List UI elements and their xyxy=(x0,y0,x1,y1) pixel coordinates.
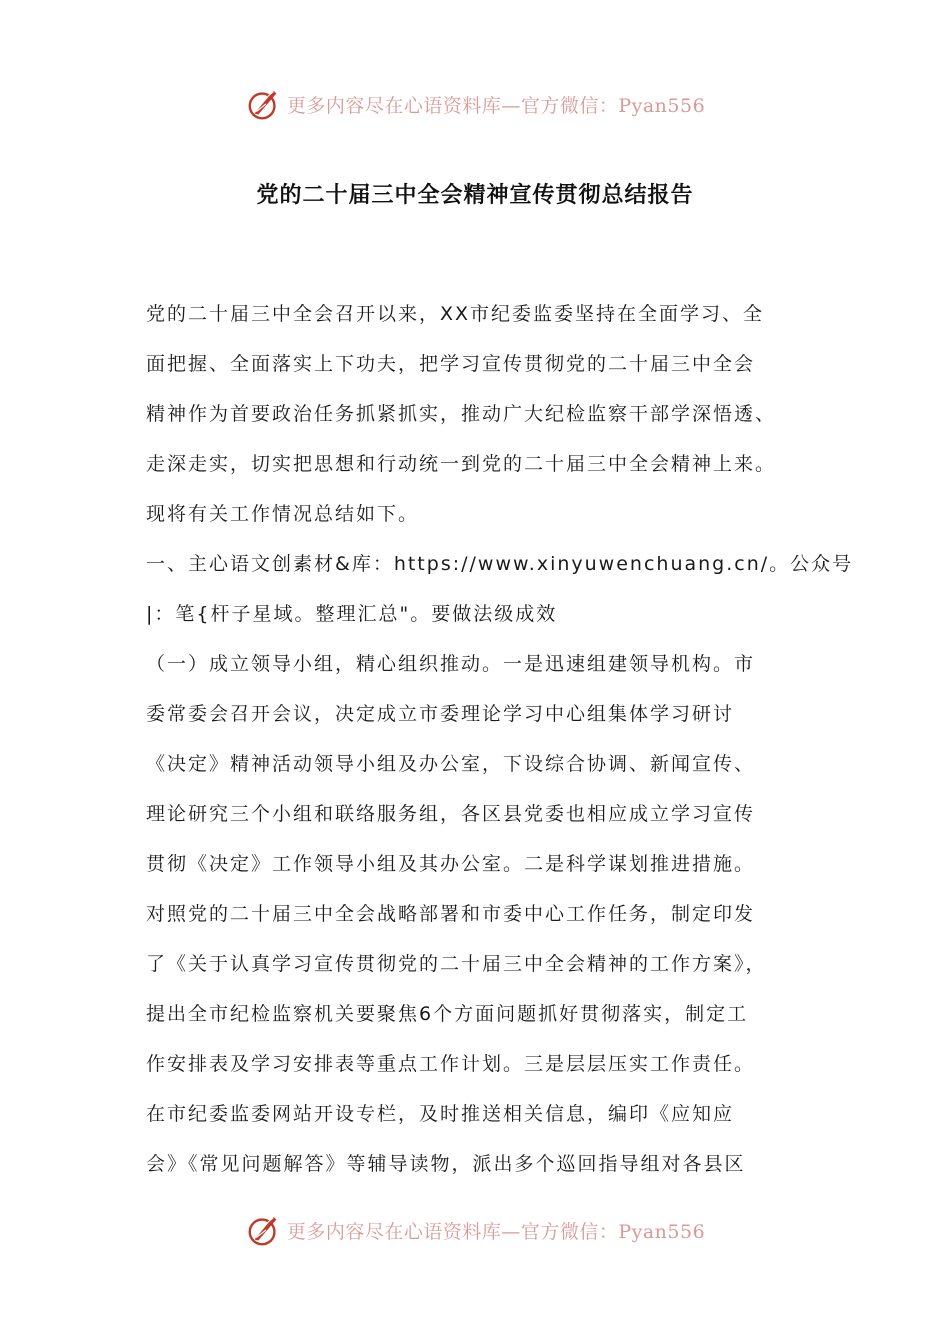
body-line: 作安排表及学习安排表等重点工作计划。三是层层压实工作责任。 xyxy=(146,1053,756,1075)
body-line: 委常委会召开会议，决定成立市委理论学习中心组集体学习研讨 xyxy=(146,703,735,725)
body-line: 在市纪委监委网站开设专栏，及时推送相关信息，编印《应知应 xyxy=(146,1103,735,1125)
body-line: 了《关于认真学习宣传贯彻党的二十届三中全会精神的工作方案》， xyxy=(146,953,767,975)
document-body xyxy=(146,289,854,1189)
body-line: 贯彻《决定》工作领导小组及其办公室。二是科学谋划推进措施。 xyxy=(146,853,756,875)
body-line: 党的二十届三中全会召开以来，XX市纪委监委坚持在全面学习、全 xyxy=(146,303,765,325)
quill-logo-icon xyxy=(245,1211,283,1249)
body-line: （一）成立领导小组，精心组织推动。一是迅速组建领导机构。市 xyxy=(146,653,756,675)
body-line: 提出全市纪检监察机关要聚焦6个方面问题抓好贯彻落实，制定工 xyxy=(146,1003,749,1025)
watermark-text: 更多内容尽在心语资料库—官方微信：Pyan556 xyxy=(286,94,706,117)
watermark-header xyxy=(0,82,950,126)
body-line: 一、主心语文创素材&库：https://www.xinyuwenchuang.cn/。公众号 xyxy=(146,553,854,575)
document-title: 党的二十届三中全会精神宣传贯彻总结报告 xyxy=(256,183,694,208)
body-line: |：笔{杆子星域。整理汇总"。要做法级成效 xyxy=(146,603,558,625)
body-line: 会》《常见问题解答》等辅导读物，派出多个巡回指导组对各县区 xyxy=(146,1153,746,1175)
body-line: 精神作为首要政治任务抓紧抓实，推动广大纪检监察干部学深悟透、 xyxy=(146,403,777,425)
body-line: 面把握、全面落实上下功夫，把学习宣传贯彻党的二十届三中全会 xyxy=(146,353,756,375)
body-line: 理论研究三个小组和联络服务组，各区县党委也相应成立学习宣传 xyxy=(146,803,756,825)
body-line: 走深走实，切实把思想和行动统一到党的二十届三中全会精神上来。 xyxy=(146,453,777,475)
watermark-footer xyxy=(0,1208,950,1252)
body-line: 现将有关工作情况总结如下。 xyxy=(146,503,420,525)
quill-logo-icon xyxy=(245,85,283,123)
watermark-text: 更多内容尽在心语资料库—官方微信：Pyan556 xyxy=(286,1220,706,1243)
body-line: 对照党的二十届三中全会战略部署和市委中心工作任务，制定印发 xyxy=(146,903,756,925)
body-line: 《决定》精神活动领导小组及办公室，下设综合协调、新闻宣传、 xyxy=(146,753,756,775)
